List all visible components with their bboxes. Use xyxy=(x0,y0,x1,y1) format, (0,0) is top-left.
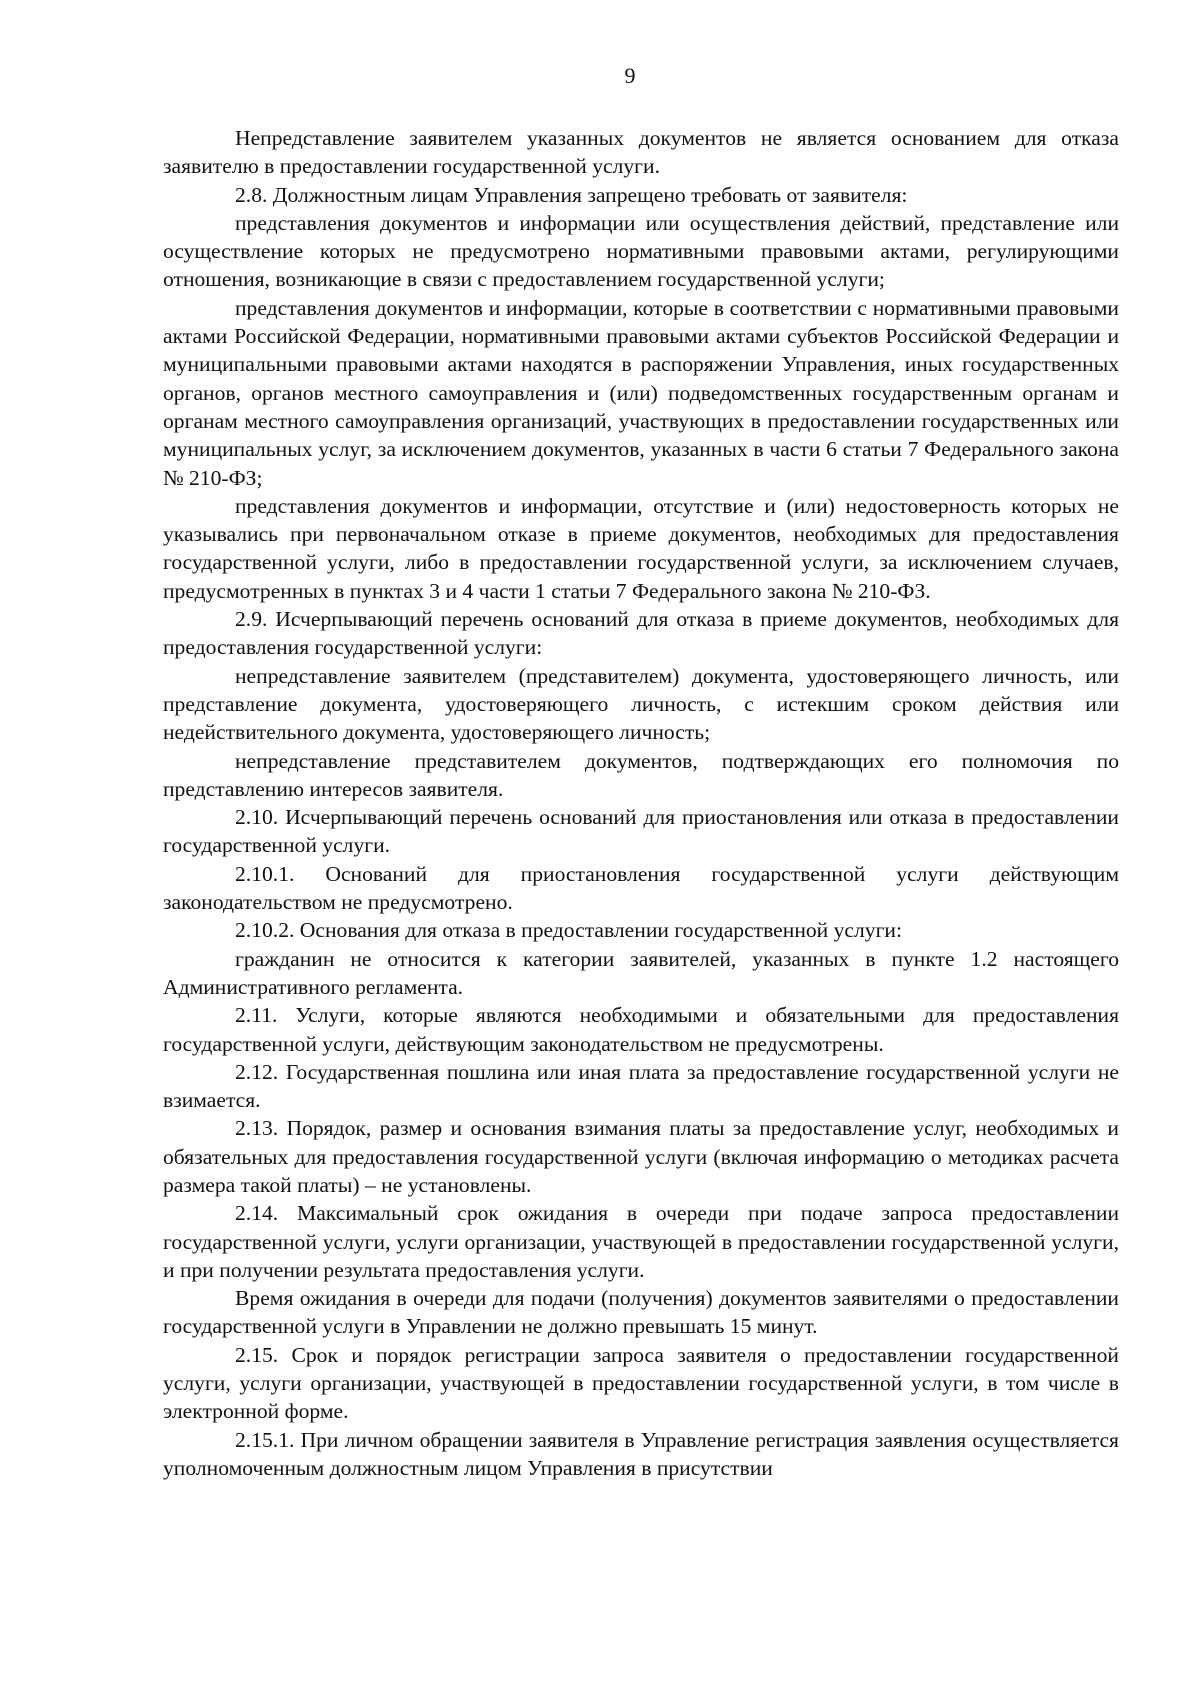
paragraph-2-8: 2.8. Должностным лицам Управления запрещено требовать от заявителя: xyxy=(235,182,908,207)
paragraph-2-8-item-3: представления документов и информации, отсутствие и (или) недостоверность которых не указывались при первоначальном отказе в приеме документов, необходимых для предоставления государственной услуги, либо в предоставлении государственной услуги, за исключением случаев, предусмотренных в пунктах 3 и 4 части 1 статьи 7 Федерального закона № 210-ФЗ. xyxy=(163,493,1119,603)
paragraph-2-14-waiting-time: Время ожидания в очереди для подачи (получения) документов заявителями о предоставлении государственной услуги в Управлении не должно превышать 15 минут. xyxy=(163,1286,1119,1339)
page-number: 9 xyxy=(624,63,636,88)
paragraph-2-15-1: 2.15.1. При личном обращении заявителя в Управление регистрация заявления осуществляется уполномоченным должностным лицом Управления в присутствии xyxy=(163,1427,1119,1480)
paragraph-2-10-1: 2.10.1. Оснований для приостановления государственной услуги действующим законодательством не предусмотрено. xyxy=(163,861,1119,915)
paragraph-2-14: 2.14. Максимальный срок ожидания в очереди при подаче запроса предоставлении государственной услуги, услуги организации, участвующей в предоставлении государственной услуги, и при получении результата предоставления услуги. xyxy=(163,1201,1119,1282)
paragraph-2-9-item-2: непредставление представителем документов, подтверждающих его полномочия по представлению интересов заявителя. xyxy=(163,748,1119,801)
paragraph-2-10: 2.10. Исчерпывающий перечень оснований для приостановления или отказа в предоставлении государственной услуги. xyxy=(163,805,1119,858)
paragraph-2-10-2-item-1: гражданин не относится к категории заявителей, указанных в пункте 1.2 настоящего Административного регламента. xyxy=(163,946,1119,999)
paragraph-no-documents-not-grounds: Непредставление заявителем указанных документов не является основанием для отказа заявителю в предоставлении государственной услуги. xyxy=(163,126,1119,179)
paragraph-2-8-item-2: представления документов и информации, которые в соответствии с нормативными правовыми актами Российской Федерации, нормативными правовыми актами субъектов Российской Федерации и муниципальными правовыми актами находятся в распоряжении Управления, иных государственных органов, органов местного самоуправления и (или) подведомственных государственным органам и органам местного самоуправления организаций, участвующих в предоставлении государственных или муниципальных услуг, за исключением документов, указанных в части 6 статьи 7 Федерального закона № 210-ФЗ; xyxy=(163,295,1119,490)
paragraph-2-12: 2.12. Государственная пошлина или иная плата за предоставление государственной услуги не взимается. xyxy=(163,1059,1119,1113)
paragraph-2-9-item-1: непредставление заявителем (представителем) документа, удостоверяющего личность, или представление документа, удостоверяющего личность, с истекшим сроком действия или недействительного документа, удостоверяющего личность; xyxy=(163,663,1119,745)
paragraph-2-13: 2.13. Порядок, размер и основания взимания платы за предоставление услуг, необходимых и обязательных для предоставления государственной услуги (включая информацию о методиках расчета размера такой платы) – не установлены. xyxy=(163,1116,1119,1197)
paragraph-2-8-item-1: представления документов и информации или осуществления действий, представление или осуществление которых не предусмотрено нормативными правовыми актами, регулирующими отношения, возникающие в связи с предоставлением государственной услуги; xyxy=(163,210,1119,292)
paragraph-2-15: 2.15. Срок и порядок регистрации запроса заявителя о предоставлении государственной услуги, услуги организации, участвующей в предоставлении государственной услуги, в том числе в электронной форме. xyxy=(163,1342,1119,1424)
document-body xyxy=(163,124,1119,1482)
paragraph-2-10-2: 2.10.2. Основания для отказа в предоставлении государственной услуги: xyxy=(235,918,902,943)
paragraph-2-11: 2.11. Услуги, которые являются необходимыми и обязательными для предоставления государственной услуги, действующим законодательством не предусмотрены. xyxy=(163,1003,1119,1056)
paragraph-2-9: 2.9. Исчерпывающий перечень оснований для отказа в приеме документов, необходимых для предоставления государственной услуги: xyxy=(163,607,1119,660)
